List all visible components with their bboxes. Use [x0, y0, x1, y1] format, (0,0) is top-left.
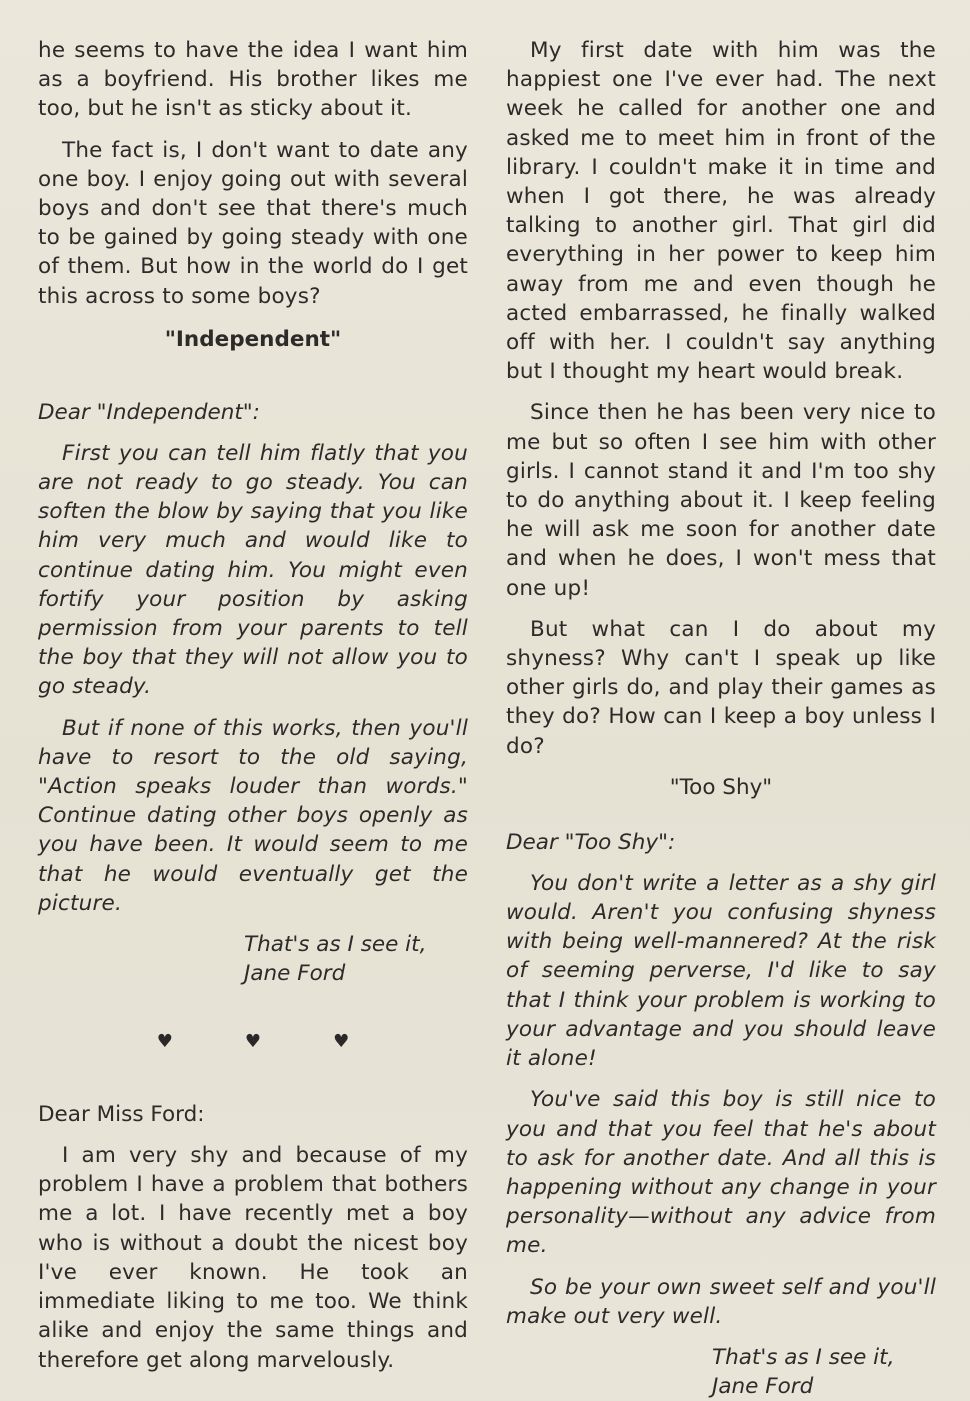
reply1-signature-name: Jane Ford	[244, 961, 346, 987]
right-column	[506, 36, 936, 1401]
letter1-paragraph-2: The fact is, I don't want to date any one boy. I enjoy going out with several boys and don't see that there's much to be gained by going steady with one of them. But how in the world do I get this across to some boys?	[38, 137, 468, 309]
letter2-paragraph-1: I am very shy and because of my problem I have a problem that bothers me a lot. I have recently met a boy who is without a doubt the nicest boy I've ever known. He took an immediate liking to me too. We think alike and enjoy the same things and therefore get along marvelously.	[38, 1143, 468, 1373]
reply2-signature-name: Jane Ford	[712, 1373, 814, 1399]
heart-icon: ♥	[156, 1031, 173, 1053]
reply2-closing	[506, 1343, 936, 1401]
reply2-paragraph-3: So be your own sweet self and you'll make out very well.	[506, 1274, 936, 1329]
letter2-paragraph-3: Since then he has been very nice to me but so often I see him with other girls. I cannot stand it and I'm too shy to do anything about it. I keep feeling he will ask me soon for another date and when he does, I won't mess that one up!	[506, 400, 936, 601]
reply1-closing-line: That's as I see it,	[244, 932, 427, 958]
heart-icon: ♥	[333, 1031, 350, 1053]
reply2-salutation: Dear "Too Shy":	[506, 829, 676, 855]
reply2-paragraph-2: You've said this boy is still nice to you and that you feel that he's about to ask for another date. And all this is happening without any change in your personality—without any advice from me.	[506, 1087, 936, 1259]
reply2-paragraph-1: You don't write a letter as a shy girl would. Aren't you confusing shyness with being well-mannered? At the risk of seeming perverse, I'd like to say that I think your problem is working to your advantage and you should leave it alone!	[506, 870, 936, 1072]
reply2-closing-line: That's as I see it,	[712, 1344, 895, 1370]
letter2-signature: "Too Shy"	[669, 774, 773, 800]
heart-icon: ♥	[244, 1031, 262, 1053]
reply1-salutation: Dear "Independent":	[38, 399, 260, 425]
reply1-paragraph-1: First you can tell him flatly that you are not ready to go steady. You can soften the blow by saying that you like him very much and would like to continue dating him. You might even fortify your position by asking permission from your parents to tell the boy that they will not allow you to go steady.	[38, 440, 468, 700]
left-column	[38, 36, 468, 1375]
letter1-signature: "Independent"	[164, 326, 342, 352]
letter1-paragraph-1: he seems to have the idea I want him as a boyfriend. His brother likes me too, but he isn't as sticky about it.	[38, 38, 468, 122]
section-divider	[38, 1032, 468, 1052]
reply1-paragraph-2: But if none of this works, then you'll have to resort to the old saying, "Action speaks louder than words." Continue dating other boys openly as you have been. It would seem to me that he would eventually get the picture.	[38, 715, 468, 916]
reply1-closing	[38, 930, 468, 988]
letter2-salutation: Dear Miss Ford:	[38, 1102, 205, 1128]
letter2-paragraph-4: But what can I do about my shyness? Why can't I speak up like other girls do, and play their games as they do? How can I keep a boy unless I do?	[506, 616, 936, 759]
letter2-paragraph-2: My first date with him was the happiest one I've ever had. The next week he called for another one and asked me to meet him in front of the library. I couldn't make it in time and when I got there, he was already talking to another girl. That girl did everything in her power to keep him away from me and even though he acted embarrassed, he finally walked off with her. I couldn't say anything but I thought my heart would break.	[506, 38, 936, 385]
